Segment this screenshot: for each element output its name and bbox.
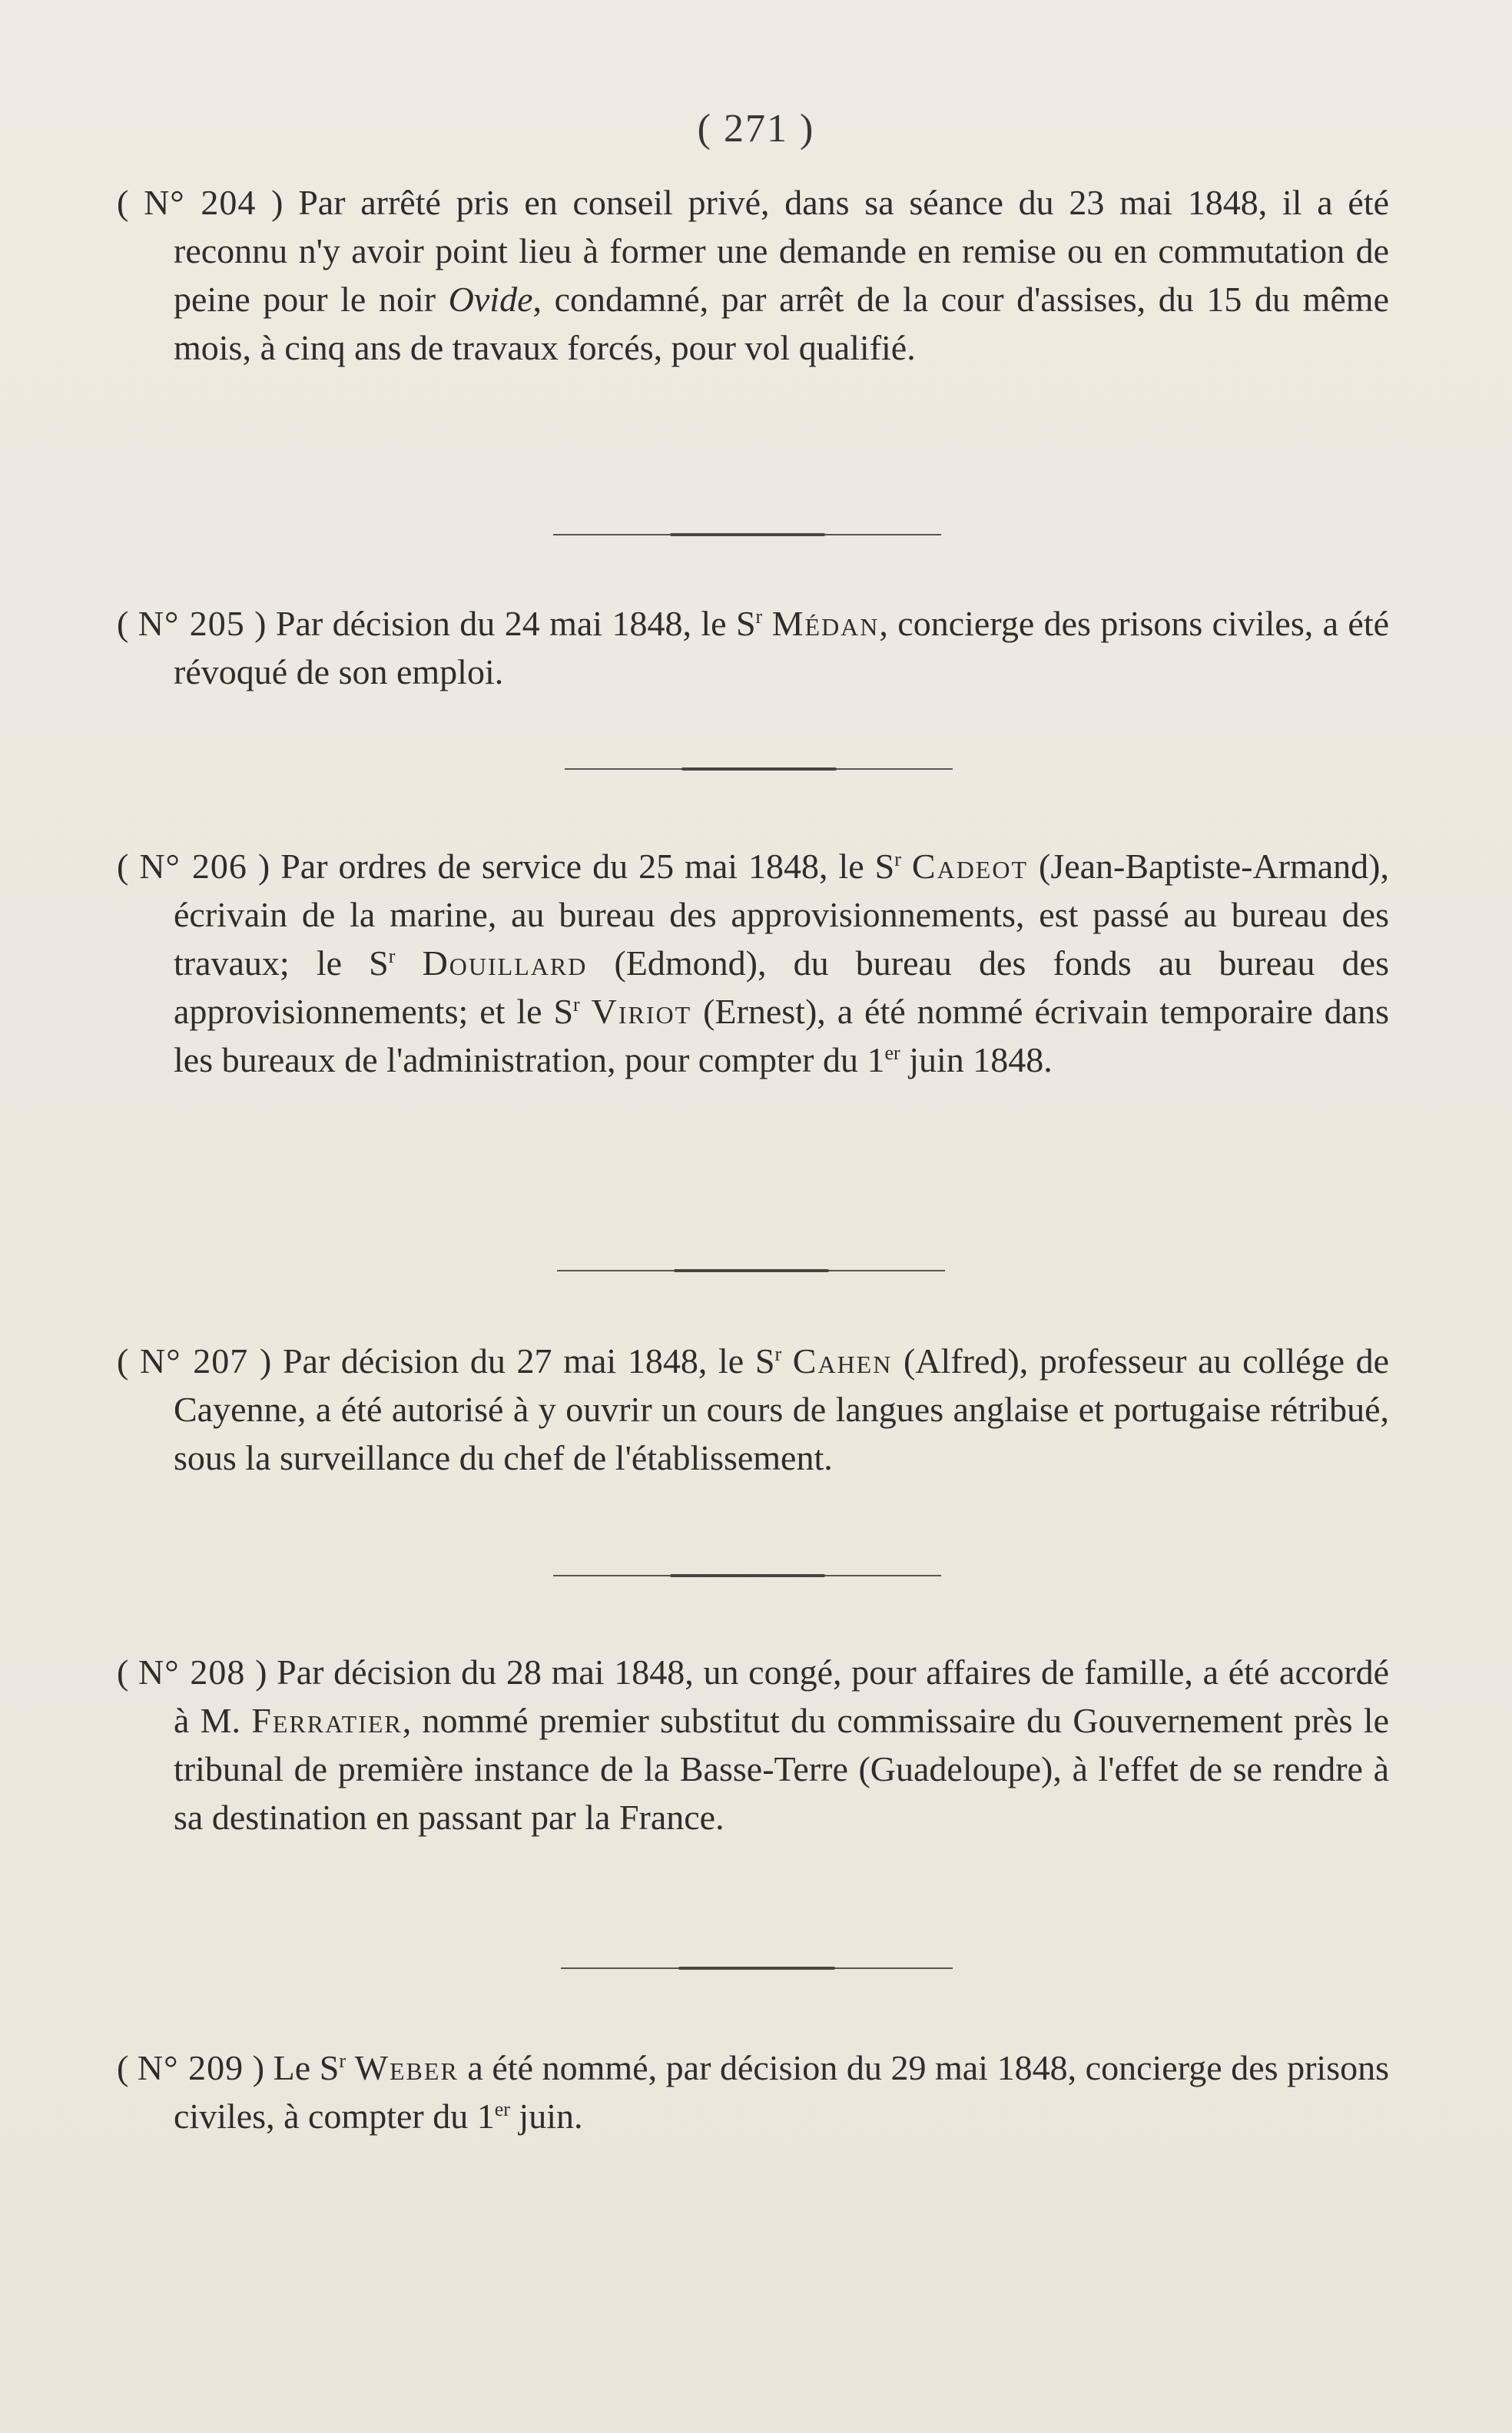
entry-text: (Jean-Baptiste-Armand), écrivain de la marine, au bureau des approvisionnements, est passé au bureau des travaux; le S [174,847,1389,983]
entry-text: juin 1848. [900,1040,1053,1079]
entry-number: N° 209 [137,2048,244,2087]
entry-text: a été nommé, par décision du 29 mai 1848, concierge des prisons civiles, à compter du 1 [174,2048,1390,2136]
entry-close-paren: ) [255,1652,267,1692]
entry-text: juin. [509,2097,583,2136]
section-divider [553,534,941,535]
entry-open-paren: ( [117,1341,129,1381]
entry-text: (Alfred), professeur au collége de Cayenne, a été autorisé à y ouvrir un cours de langues anglaise et portugaise rétribué, sous la surveillance du chef de l'établissement. [174,1341,1390,1477]
entry-close-paren: ) [259,1341,272,1381]
person-name: Médan [771,604,880,643]
ordinal-sup: er [494,2098,510,2120]
entry-close-paren: ) [252,2048,265,2087]
entry-number: N° 205 [138,604,245,643]
entry-close-paren: ) [271,183,284,222]
decree-entry-206 [117,842,1389,1084]
title-abbrev-sup: r [573,993,580,1016]
entry-close-paren: ) [257,847,270,886]
entry-open-paren: ( [117,847,129,886]
title-abbrev-sup: r [894,848,901,870]
person-name: Cadeot [911,847,1029,886]
entry-text: , concierge des prisons civiles, a été révoqué de son emploi. [174,604,1390,691]
entry-text: (Edmond), du bureau des fonds au bureau des approvisionnements; et le S [174,943,1390,1031]
entry-close-paren: ) [254,604,267,643]
decree-entry-207 [117,1337,1389,1482]
entry-open-paren: ( [117,1652,129,1692]
entry-text: Par décision du 28 mai 1848, un congé, pour affaires de famille, a été accordé à M. [174,1652,1390,1740]
entry-text: , condamné, par arrêt de la cour d'assises, du 15 du même mois, à cinq ans de travaux forcés, pour vol qualifié. [174,280,1389,367]
entry-open-paren: ( [117,2048,129,2087]
decree-entry-209 [117,2044,1389,2140]
page-number-header: ( 271 ) [697,107,815,151]
entry-text: , nommé premier substitut du commissaire du Gouvernement près le tribunal de première instance de la Basse-Terre (Guadeloupe), à l'effet de se rendre à sa destination en passant par la France. [174,1701,1389,1837]
entry-text: Le S [273,2048,340,2087]
decree-entry-208 [117,1648,1389,1841]
entry-open-paren: ( [117,604,129,643]
entry-number: N° 204 [144,183,257,222]
title-abbrev-sup: r [755,605,763,628]
section-divider [553,1575,941,1576]
entry-number: N° 207 [140,1341,249,1381]
person-name: Ovide [448,280,533,319]
title-abbrev-sup: r [339,2050,346,2072]
person-name: Weber [354,2048,459,2087]
section-divider [565,768,953,770]
entry-number: N° 206 [139,847,247,886]
title-abbrev-sup: r [774,1343,782,1365]
entry-text: Par ordres de service du 25 mai 1848, le S [280,847,895,886]
entry-open-paren: ( [117,183,129,222]
entry-text: Par décision du 24 mai 1848, le S [275,604,756,643]
entry-text: Par arrêté pris en conseil privé, dans sa séance du 23 mai 1848, il a été reconnu n'y avoir point lieu à former une demande en remise ou en commutation de peine pour le noir [174,183,1390,319]
person-name: Viriot [591,992,692,1031]
entry-text: (Ernest), a été nommé écrivain temporaire dans les bureaux de l'administration, pour compter du 1 [174,992,1389,1079]
ordinal-sup: er [884,1042,900,1064]
section-divider [557,1270,945,1271]
decree-entry-205 [117,599,1389,696]
section-divider [561,1967,953,1969]
entry-text: Par décision du 27 mai 1848, le S [282,1341,775,1381]
person-name: Cahen [792,1341,893,1381]
decree-entry-204 [117,178,1389,372]
title-abbrev-sup: r [388,945,396,967]
person-name: Ferratier [251,1701,403,1740]
entry-number: N° 208 [138,1652,246,1692]
person-name: Douillard [422,943,588,983]
